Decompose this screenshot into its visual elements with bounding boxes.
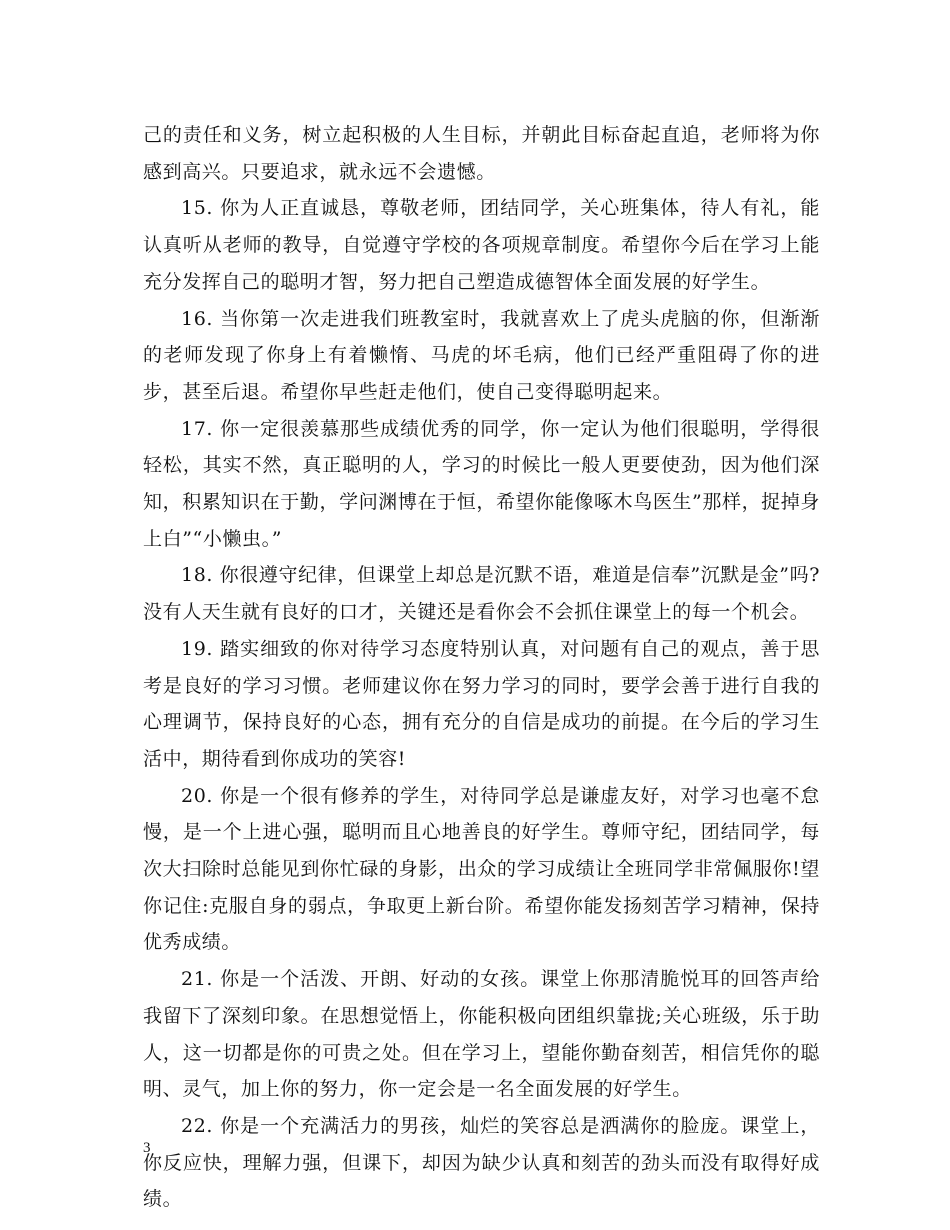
paragraph-item-15: 15. 你为人正直诚恳，尊敬老师，团结同学，关心班集体，待人有礼，能认真听从老师的教导，自觉遵守学校的各项规章制度。希望你今后在学习上能充分发挥自己的聪明才智，努力把自己塑造成德智体全面发展的好学生。	[143, 197, 820, 293]
paragraph-item-22: 22. 你是一个充满活力的男孩，灿烂的笑容总是洒满你的脸庞。课堂上，你反应快，理解力强，但课下，却因为缺少认真和刻苦的劲头而没有取得好成绩。	[143, 1114, 820, 1211]
paragraph-continuation: 己的责任和义务，树立起积极的人生目标，并朝此目标奋起直追，老师将为你感到高兴。只要追求，就永远不会遗憾。	[143, 124, 820, 183]
page-number: 3	[143, 1140, 151, 1156]
paragraph-item-16: 16. 当你第一次走进我们班教室时，我就喜欢上了虎头虎脑的你，但渐渐的老师发现了你身上有着懒惰、马虎的坏毛病，他们已经严重阻碍了你的进步，甚至后退。希望你早些赶走他们，使自己变得聪明起来。	[143, 307, 820, 403]
paragraph-item-17: 17. 你一定很羡慕那些成绩优秀的同学，你一定认为他们很聪明，学得很轻松，其实不然，真正聪明的人，学习的时候比一般人更要使劲，因为他们深知，积累知识在于勤，学问渊博在于恒，希望你能像啄木鸟医生”那样，捉掉身上白”“小懒虫。”	[143, 417, 820, 550]
paragraph-item-20: 20. 你是一个很有修养的学生，对待同学总是谦虚友好，对学习也毫不怠慢，是一个上进心强，聪明而且心地善良的好学生。尊师守纪，团结同学，每次大扫除时总能见到你忙碌的身影，出众的学习成绩让全班同学非常佩服你!望你记住:克服自身的弱点，争取更上新台阶。希望你能发扬刻苦学习精神，保持优秀成绩。	[143, 784, 820, 954]
document-body	[143, 117, 820, 1218]
paragraph-item-18: 18. 你很遵守纪律，但课堂上却总是沉默不语，难道是信奉”沉默是金”吗?没有人天生就有良好的口才，关键还是看你会不会抓住课堂上的每一个机会。	[143, 564, 820, 624]
paragraph-item-19: 19. 踏实细致的你对待学习态度特别认真，对问题有自己的观点，善于思考是良好的学习习惯。老师建议你在努力学习的同时，要学会善于进行自我的心理调节，保持良好的心态，拥有充分的自信是成功的前提。在今后的学习生活中，期待看到你成功的笑容!	[143, 637, 820, 770]
paragraph-item-21: 21. 你是一个活泼、开朗、好动的女孩。课堂上你那清脆悦耳的回答声给我留下了深刻印象。在思想觉悟上，你能积极向团组织靠拢;关心班级，乐于助人，这一切都是你的可贵之处。但在学习上，望能你勤奋刻苦，相信凭你的聪明、灵气，加上你的努力，你一定会是一名全面发展的好学生。	[143, 968, 820, 1101]
